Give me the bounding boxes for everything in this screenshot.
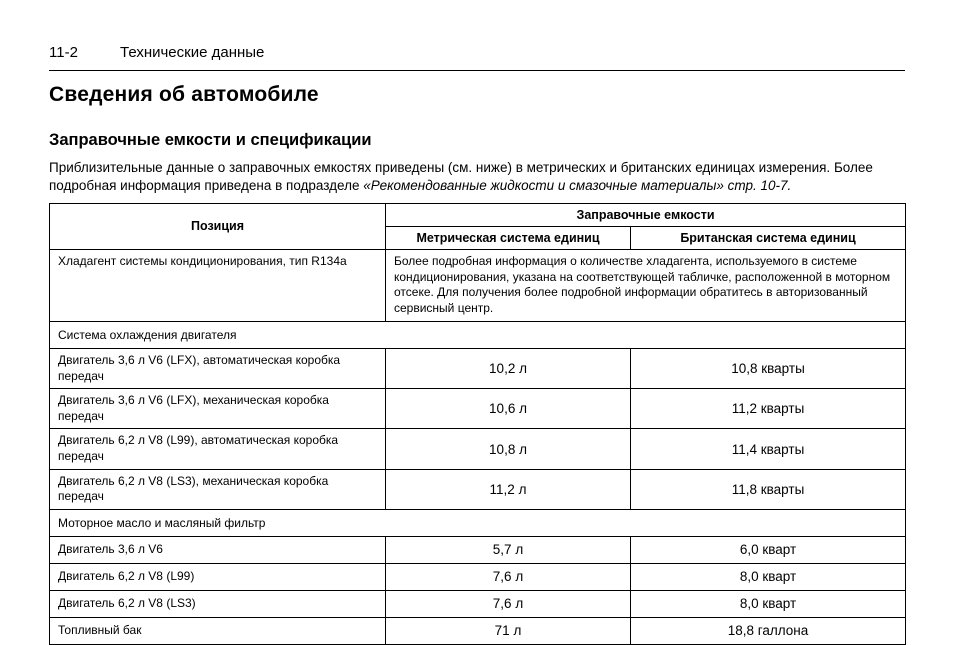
col-header-metric: Метрическая система единиц xyxy=(386,226,631,249)
running-header xyxy=(49,44,905,70)
chapter-title: Технические данные xyxy=(120,44,265,61)
intro-paragraph xyxy=(49,159,905,196)
cell-position: Хладагент системы кондиционирования, тип R134a xyxy=(50,249,386,321)
cell-position: Двигатель 6,2 л V8 (L99) xyxy=(50,563,386,590)
col-header-imperial: Британская система единиц xyxy=(631,226,906,249)
table-head xyxy=(50,203,906,249)
cell-metric: 5,7 л xyxy=(386,536,631,563)
capacities-table xyxy=(49,203,906,645)
section-row-oil xyxy=(50,509,906,536)
page-number: 11-2 xyxy=(49,44,78,61)
cell-imperial: 6,0 кварт xyxy=(631,536,906,563)
intro-line1: Приблизительные данные о заправочных емкостях приведены (см. ниже) в метрических и британских единицах измерения. xyxy=(49,160,831,175)
cell-metric: 7,6 л xyxy=(386,563,631,590)
cell-position: Двигатель 3,6 л V6 (LFX), автоматическая коробка передач xyxy=(50,349,386,389)
table-row xyxy=(50,590,906,617)
table-row xyxy=(50,469,906,509)
table-row xyxy=(50,349,906,389)
section-title-cooling: Система охлаждения двигателя xyxy=(50,322,906,349)
cell-position: Двигатель 6,2 л V8 (LS3), механическая коробка передач xyxy=(50,469,386,509)
table-body xyxy=(50,249,906,644)
section-title-oil: Моторное масло и масляный фильтр xyxy=(50,509,906,536)
cell-metric: 7,6 л xyxy=(386,590,631,617)
header-rule xyxy=(49,70,905,71)
cell-position: Двигатель 6,2 л V8 (LS3) xyxy=(50,590,386,617)
cell-metric: 10,8 л xyxy=(386,429,631,469)
cell-imperial: 11,4 кварты xyxy=(631,429,906,469)
cell-position: Двигатель 3,6 л V6 xyxy=(50,536,386,563)
cell-imperial: 8,0 кварт xyxy=(631,590,906,617)
cell-imperial: 11,2 кварты xyxy=(631,389,906,429)
page-title: Сведения об автомобиле xyxy=(49,83,319,106)
intro-line2-normal: Более подробная информация приведена в подразделе xyxy=(49,160,873,194)
header-row-1 xyxy=(50,203,906,226)
cell-refrigerant-note: Более подробная информация о количестве хладагента, используемого в системе кондиционирования, указана на соответствующей табличке, расположенной в моторном отсеке. Для получения более подробной информации обратитесь в авторизованный сервисный центр. xyxy=(386,249,906,321)
table-row xyxy=(50,389,906,429)
cell-imperial: 10,8 кварты xyxy=(631,349,906,389)
cell-metric: 11,2 л xyxy=(386,469,631,509)
section-subtitle: Заправочные емкости и спецификации xyxy=(49,131,372,149)
cell-position: Двигатель 3,6 л V6 (LFX), механическая коробка передач xyxy=(50,389,386,429)
col-header-position: Позиция xyxy=(50,203,386,249)
cell-imperial: 18,8 галлона xyxy=(631,617,906,644)
table-row xyxy=(50,563,906,590)
table-row-refrigerant xyxy=(50,249,906,321)
cell-imperial: 11,8 кварты xyxy=(631,469,906,509)
cell-metric: 10,6 л xyxy=(386,389,631,429)
section-row-cooling xyxy=(50,322,906,349)
cell-position: Двигатель 6,2 л V8 (L99), автоматическая коробка передач xyxy=(50,429,386,469)
cell-imperial: 8,0 кварт xyxy=(631,563,906,590)
table-row xyxy=(50,429,906,469)
col-header-capacities: Заправочные емкости xyxy=(386,203,906,226)
intro-line2-italic: «Рекомендованные жидкости и смазочные материалы» стр. 10-7. xyxy=(363,178,792,194)
cell-position: Топливный бак xyxy=(50,617,386,644)
cell-metric: 10,2 л xyxy=(386,349,631,389)
table-row xyxy=(50,536,906,563)
cell-metric: 71 л xyxy=(386,617,631,644)
table-row-fuel-tank xyxy=(50,617,906,644)
